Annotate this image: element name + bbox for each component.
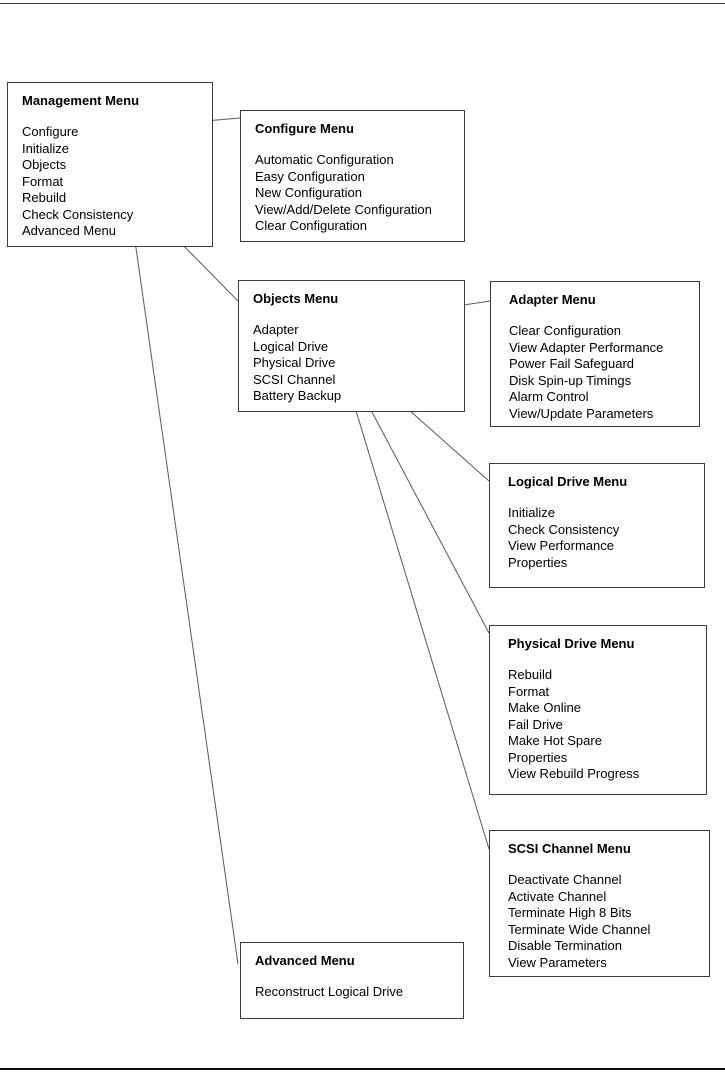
menu-box-configure [240, 110, 465, 242]
menu-box-scsi-channel [489, 830, 710, 977]
menu-item: Power Fail Safeguard [509, 356, 635, 371]
menu-box-title: Logical Drive Menu [508, 474, 628, 489]
menu-item: Terminate High 8 Bits [508, 905, 632, 920]
menu-box-advanced [240, 942, 464, 1019]
menu-item: View Rebuild Progress [508, 766, 640, 781]
menu-box-title: Adapter Menu [509, 292, 596, 307]
menu-item: Alarm Control [509, 389, 589, 404]
menu-item: View Performance [508, 538, 614, 553]
menu-box-management [7, 82, 213, 247]
menu-item: Check Consistency [508, 521, 620, 537]
menu-box-objects [238, 280, 465, 412]
menu-item-objects: Objects [22, 157, 67, 172]
menu-item: Disk Spin-up Timings [509, 372, 632, 388]
menu-item: Activate Channel [508, 888, 607, 904]
menu-item-initialize: Initialize [22, 140, 69, 156]
menu-box-title: Objects Menu [253, 291, 339, 306]
menu-item: Clear Configuration [255, 218, 368, 233]
menu-item: Automatic Configuration [255, 152, 394, 167]
menu-item-advanced-menu: Advanced Menu [22, 223, 116, 238]
menu-item: Initialize [508, 505, 555, 520]
menu-item: Make Hot Spare [508, 733, 602, 748]
menu-item: View/Update Parameters [509, 405, 654, 421]
menu-item-adapter: Adapter [253, 322, 299, 337]
menu-box-physical-drive [489, 625, 707, 795]
menu-item: Properties [508, 749, 568, 765]
menu-item-physical-drive: Physical Drive [253, 355, 336, 370]
menu-item: View/Add/Delete Configuration [255, 201, 432, 217]
connector-advanced-menu [134, 234, 238, 964]
menu-item: Make Online [508, 700, 581, 715]
menu-box-title: Advanced Menu [255, 953, 355, 968]
menu-box-title: Management Menu [22, 93, 140, 108]
menu-box-logical-drive [489, 463, 705, 588]
menu-item: Terminate Wide Channel [508, 921, 651, 937]
menu-item: Fail Drive [508, 716, 563, 732]
menu-box-title: SCSI Channel Menu [508, 841, 631, 856]
menu-item: View Parameters [508, 954, 607, 970]
menu-item: Disable Termination [508, 938, 622, 953]
menu-item: Format [508, 683, 550, 699]
menu-item-logical-drive: Logical Drive [253, 338, 329, 354]
menu-item-scsi-channel: SCSI Channel [253, 371, 336, 387]
menu-item: Clear Configuration [509, 323, 622, 338]
menu-item-check-consistency: Check Consistency [22, 206, 134, 222]
menu-item: Rebuild [508, 667, 553, 682]
menu-box-title: Physical Drive Menu [508, 636, 635, 651]
menu-item-rebuild: Rebuild [22, 190, 67, 205]
menu-item: View Adapter Performance [509, 339, 664, 355]
menu-item-configure: Configure [22, 124, 79, 139]
menu-item-format: Format [22, 173, 64, 189]
menu-item: Deactivate Channel [508, 872, 622, 887]
menu-item: Properties [508, 554, 568, 570]
menu-item: Reconstruct Logical Drive [255, 984, 404, 999]
menu-box-title: Configure Menu [255, 121, 354, 136]
menu-item: New Configuration [255, 185, 362, 200]
menu-box-adapter [490, 281, 700, 427]
menu-item: Easy Configuration [255, 168, 365, 184]
menu-item-battery-backup: Battery Backup [253, 388, 342, 403]
connector-scsi-channel [347, 381, 489, 849]
